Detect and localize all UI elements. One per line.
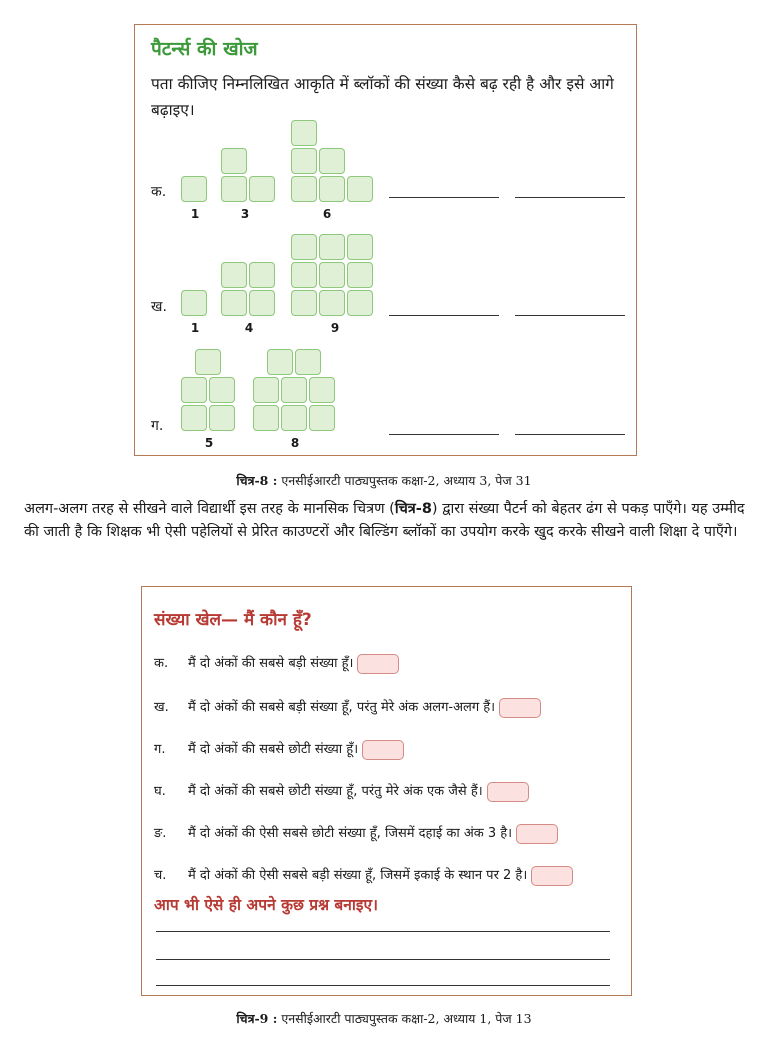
- block: [347, 234, 373, 260]
- block: [281, 405, 307, 431]
- answer-line-ga-2: [515, 434, 625, 435]
- answer-box[interactable]: [357, 654, 399, 674]
- figure-9-title: संख्या खेल— मैं कौन हूँ?: [154, 610, 312, 630]
- block: [291, 262, 317, 288]
- answer-line-ka-2: [515, 197, 625, 198]
- block: [291, 148, 317, 174]
- question-text: मैं दो अंकों की सबसे बड़ी संख्या हूँ।: [188, 656, 354, 671]
- question-label: क.: [154, 656, 169, 671]
- figure-8-box: [134, 24, 637, 456]
- block: [181, 377, 207, 403]
- figure-8-title: पैटर्न्स की खोज: [151, 38, 258, 60]
- block: [253, 405, 279, 431]
- answer-box[interactable]: [487, 782, 529, 802]
- row-label-kha: ख.: [151, 299, 167, 315]
- row-label-ga: ग.: [151, 418, 164, 434]
- question-text: मैं दो अंकों की ऐसी सबसे छोटी संख्या हूँ, जिसमें दहाई का अंक 3 है।: [188, 826, 513, 841]
- answer-box[interactable]: [362, 740, 404, 760]
- block: [181, 405, 207, 431]
- question-label: ग.: [154, 742, 166, 757]
- block: [319, 290, 345, 316]
- answer-line-ga-1: [389, 434, 499, 435]
- block: [253, 377, 279, 403]
- block: [195, 349, 221, 375]
- figure-8-caption-text: एनसीईआरटी पाठ्यपुस्तक कक्षा-2, अध्याय 3, पेज 31: [277, 473, 532, 488]
- figure-9-caption: [0, 1010, 768, 1027]
- block: [291, 120, 317, 146]
- count-ka-3: 3: [240, 207, 250, 221]
- block: [291, 290, 317, 316]
- writing-line-3: [156, 985, 610, 986]
- block: [347, 290, 373, 316]
- count-kha-9: 9: [330, 321, 340, 335]
- block: [291, 176, 317, 202]
- block: [267, 349, 293, 375]
- block: [319, 262, 345, 288]
- answer-box[interactable]: [531, 866, 573, 886]
- writing-line-2: [156, 959, 610, 960]
- block: [319, 234, 345, 260]
- question-text: मैं दो अंकों की सबसे छोटी संख्या हूँ, परंतु मेरे अंक एक जैसे हैं।: [188, 784, 483, 799]
- figure-9-caption-text: एनसीईआरटी पाठ्यपुस्तक कक्षा-2, अध्याय 1, पेज 13: [277, 1011, 532, 1026]
- count-ka-1: 1: [190, 207, 200, 221]
- question-text: मैं दो अंकों की सबसे छोटी संख्या हूँ।: [188, 742, 359, 757]
- figure-8-caption: [0, 472, 768, 489]
- writing-line-1: [156, 931, 610, 932]
- block: [221, 262, 247, 288]
- body-paragraph: [24, 498, 749, 544]
- question-ga: [154, 739, 404, 760]
- answer-box[interactable]: [516, 824, 558, 844]
- count-ka-6: 6: [322, 207, 332, 221]
- block: [249, 262, 275, 288]
- question-label: ङ.: [154, 826, 167, 841]
- paragraph-part-2: ) द्वारा संख्या पैटर्न को बेहतर ढंग से पकड़ पाएँगे। यह उम्मीद की जाती है कि शिक्षक भी ऐसी पहेलियों से प्रेरित काउण्टरों और बिल्डिंग ब्लॉकों का उपयोग करके खुद करके सीखने वाली शिक्षा दे पाएँगे।: [24, 501, 745, 540]
- block: [309, 405, 335, 431]
- block: [309, 377, 335, 403]
- figure-9-caption-label: चित्र-9 :: [236, 1011, 278, 1026]
- block: [281, 377, 307, 403]
- block: [249, 176, 275, 202]
- question-ka: [154, 653, 399, 674]
- question-cha: [154, 865, 573, 886]
- question-gha: [154, 781, 529, 802]
- block: [347, 176, 373, 202]
- block: [209, 377, 235, 403]
- count-kha-4: 4: [244, 321, 254, 335]
- block: [295, 349, 321, 375]
- block: [249, 290, 275, 316]
- count-kha-1: 1: [190, 321, 200, 335]
- question-kha: [154, 697, 541, 718]
- block: [221, 176, 247, 202]
- block: [319, 148, 345, 174]
- block: [347, 262, 373, 288]
- answer-box[interactable]: [499, 698, 541, 718]
- count-ga-5: 5: [204, 436, 214, 450]
- question-text: मैं दो अंकों की ऐसी सबसे बड़ी संख्या हूँ, जिसमें इकाई के स्थान पर 2 है।: [188, 868, 528, 883]
- paragraph-figure-ref: चित्र-8: [394, 501, 432, 517]
- question-label: च.: [154, 868, 167, 883]
- question-label: ख.: [154, 700, 169, 715]
- block: [209, 405, 235, 431]
- answer-line-kha-1: [389, 315, 499, 316]
- paragraph-part-1: अलग-अलग तरह से सीखने वाले विद्यार्थी इस तरह के मानसिक चित्रण (: [24, 501, 395, 517]
- block: [319, 176, 345, 202]
- question-nga: [154, 823, 558, 844]
- answer-line-kha-2: [515, 315, 625, 316]
- figure-9-box: [141, 586, 632, 996]
- block: [221, 148, 247, 174]
- block: [291, 234, 317, 260]
- block: [221, 290, 247, 316]
- answer-line-ka-1: [389, 197, 499, 198]
- block: [181, 176, 207, 202]
- question-text: मैं दो अंकों की सबसे बड़ी संख्या हूँ, परंतु मेरे अंक अलग-अलग हैं।: [188, 700, 496, 715]
- block: [181, 290, 207, 316]
- count-ga-8: 8: [290, 436, 300, 450]
- make-your-own-heading: आप भी ऐसे ही अपने कुछ प्रश्न बनाइए।: [154, 896, 378, 914]
- row-label-ka: क.: [151, 184, 167, 200]
- figure-8-caption-label: चित्र-8 :: [236, 473, 278, 488]
- question-label: घ.: [154, 784, 166, 799]
- figure-8-instruction: पता कीजिए निम्नलिखित आकृति में ब्लॉकों की संख्या कैसे बढ़ रही है और इसे आगे बढ़ाइए।: [151, 75, 614, 119]
